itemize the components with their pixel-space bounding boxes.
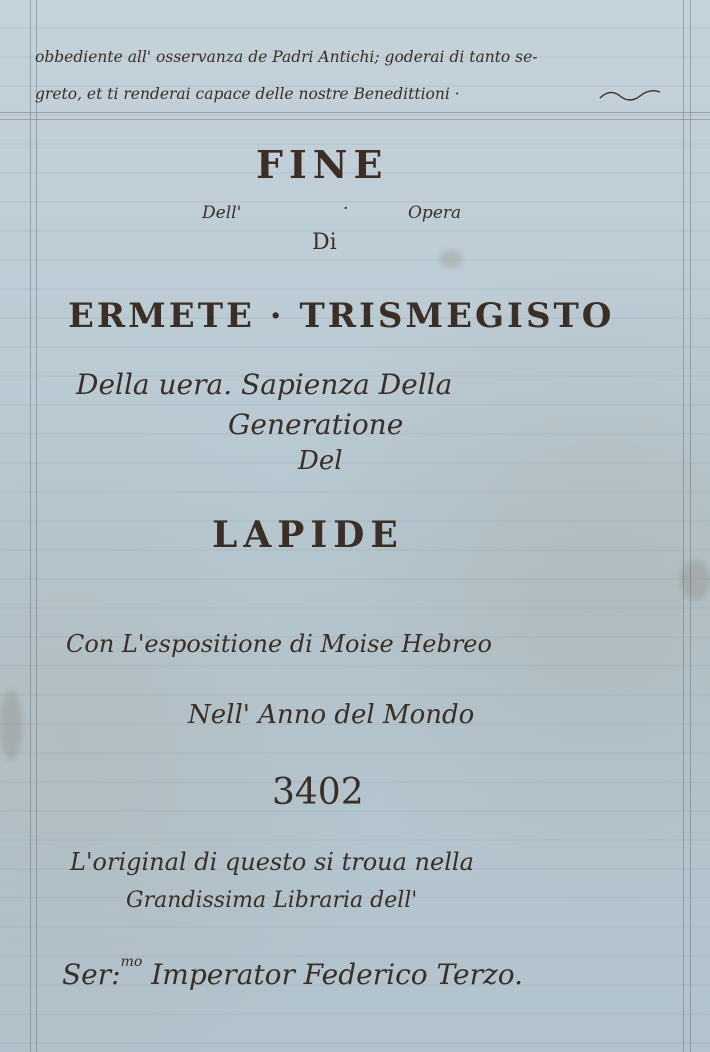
margin-rule-right-inner	[683, 0, 684, 1052]
author-name: ERMETE · TRISMEGISTO	[68, 296, 615, 336]
separator-dot: ·	[343, 199, 349, 219]
word-dell: Dell'	[202, 203, 242, 223]
margin-rule-right-outer	[690, 0, 691, 1052]
emperor-name: Imperator Federico Terzo.	[151, 958, 523, 991]
original-line-1: L'original di questo si troua nella	[70, 848, 474, 876]
subtitle-line-3: Del	[298, 446, 343, 476]
paper-stain	[680, 560, 710, 600]
word-di: Di	[312, 230, 337, 255]
honorific: Ser:	[62, 958, 121, 991]
header-rule-lower	[0, 119, 710, 120]
subtitle-line-1: Della uera. Sapienza Della	[76, 368, 453, 401]
year-number: 3402	[272, 772, 364, 813]
margin-rule-left-outer	[30, 0, 31, 1052]
subtitle-line-2: Generatione	[228, 408, 404, 441]
word-opera: Opera	[408, 203, 462, 223]
honorific-superscript: mo	[120, 954, 143, 970]
exposition-line: Con L'espositione di Moise Hebreo	[66, 630, 492, 658]
text-line-top-1: obbediente all' osservanza de Padri Antichi; goderai di tanto se-	[35, 48, 538, 66]
flourish-ornament	[598, 86, 662, 106]
margin-rule-left-inner	[36, 0, 37, 1052]
title-lapide: LAPIDE	[212, 514, 404, 556]
year-phrase: Nell' Anno del Mondo	[188, 700, 475, 730]
header-rule-upper	[0, 112, 710, 113]
ink-stain	[440, 250, 462, 268]
text-line-top-2: greto, et ti renderai capace delle nostre Benedittioni ·	[35, 85, 460, 103]
title-fine: FINE	[256, 142, 389, 187]
paper-stain	[0, 690, 22, 760]
original-line-2: Grandissima Libraria dell'	[126, 888, 418, 913]
emperor-line	[62, 954, 523, 991]
